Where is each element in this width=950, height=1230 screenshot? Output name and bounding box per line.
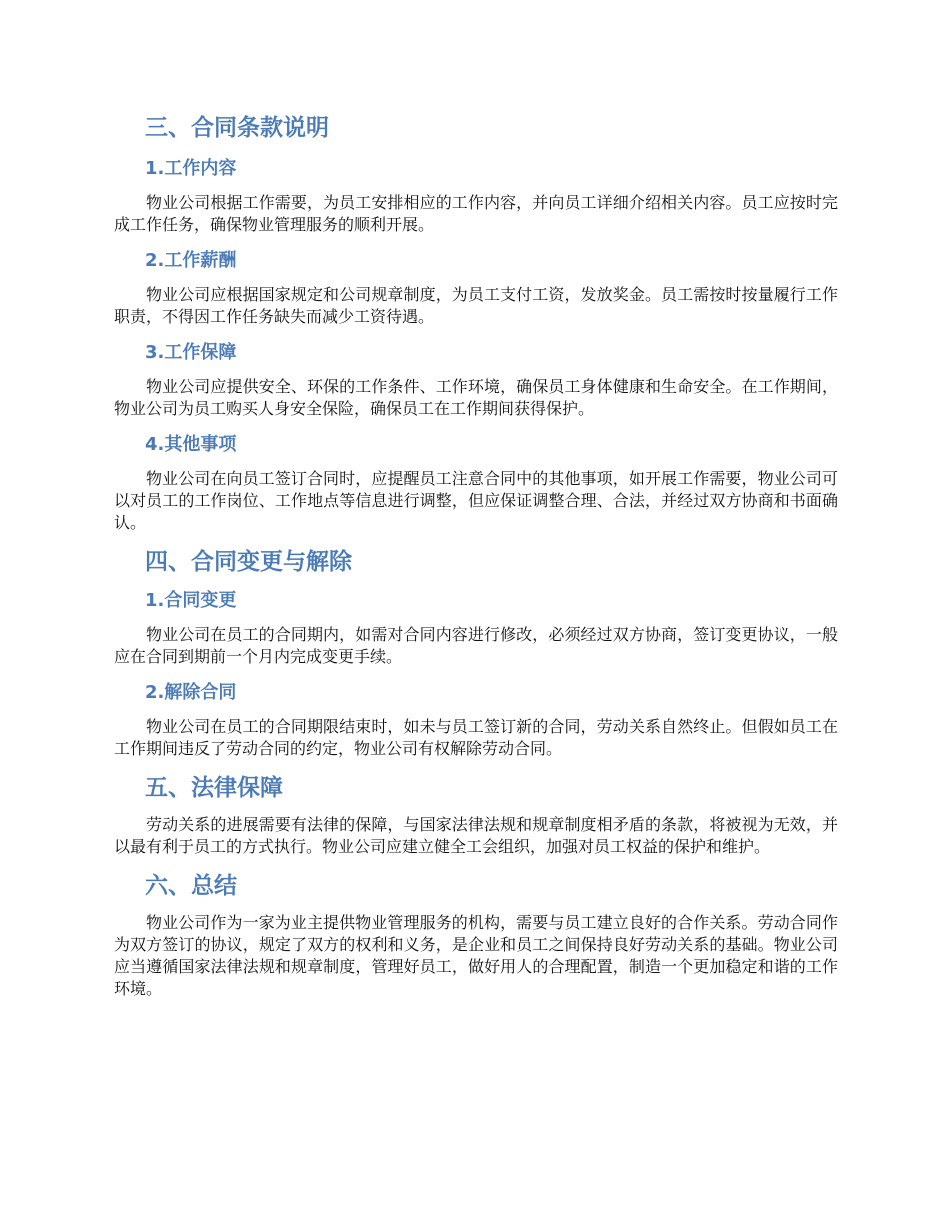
paragraph-summary: 物业公司作为一家为业主提供物业管理服务的机构，需要与员工建立良好的合作关系。劳动合同作为双方签订的协议，规定了双方的权利和义务，是企业和员工之间保持良好劳动关系的基础。物业公司应当遵循国家法律法规和规章制度，管理好员工，做好用人的合理配置，制造一个更加稳定和谐的工作环境。 [114, 913, 838, 998]
paragraph-contract-change: 物业公司在员工的合同期内，如需对合同内容进行修改，必须经过双方协商，签订变更协议，一般应在合同到期前一个月内完成变更手续。 [114, 625, 838, 666]
subheading-other-matters: 4.其他事项 [145, 434, 237, 455]
section-heading-change-termination: 四、合同变更与解除 [145, 549, 352, 575]
document-body [114, 112, 838, 1000]
section-heading-legal-protection: 五、法律保障 [145, 775, 283, 801]
paragraph-other-matters: 物业公司在向员工签订合同时，应提醒员工注意合同中的其他事项，如开展工作需要，物业公司可以对员工的工作岗位、工作地点等信息进行调整，但应保证调整合理、合法，并经过双方协商和书面确认。 [114, 469, 838, 532]
paragraph-work-content: 物业公司根据工作需要，为员工安排相应的工作内容，并向员工详细介绍相关内容。员工应按时完成工作任务，确保物业管理服务的顺利开展。 [114, 193, 838, 234]
subheading-contract-change: 1.合同变更 [145, 590, 237, 611]
paragraph-work-protection: 物业公司应提供安全、环保的工作条件、工作环境，确保员工身体健康和生命安全。在工作期间，物业公司为员工购买人身安全保险，确保员工在工作期间获得保护。 [114, 377, 838, 418]
section-heading-contract-terms: 三、合同条款说明 [145, 115, 329, 141]
subheading-work-pay: 2.工作薪酬 [145, 250, 237, 271]
paragraph-legal-protection: 劳动关系的进展需要有法律的保障，与国家法律法规和规章制度相矛盾的条款，将被视为无效，并以最有利于员工的方式执行。物业公司应建立健全工会组织，加强对员工权益的保护和维护。 [114, 815, 838, 856]
paragraph-work-pay: 物业公司应根据国家规定和公司规章制度，为员工支付工资，发放奖金。员工需按时按量履行工作职责，不得因工作任务缺失而减少工资待遇。 [114, 285, 838, 326]
subheading-work-content: 1.工作内容 [145, 158, 237, 179]
section-heading-summary: 六、总结 [145, 873, 237, 899]
subheading-contract-termination: 2.解除合同 [145, 682, 237, 703]
paragraph-contract-termination: 物业公司在员工的合同期限结束时，如未与员工签订新的合同，劳动关系自然终止。但假如员工在工作期间违反了劳动合同的约定，物业公司有权解除劳动合同。 [114, 717, 838, 758]
subheading-work-protection: 3.工作保障 [145, 342, 237, 363]
